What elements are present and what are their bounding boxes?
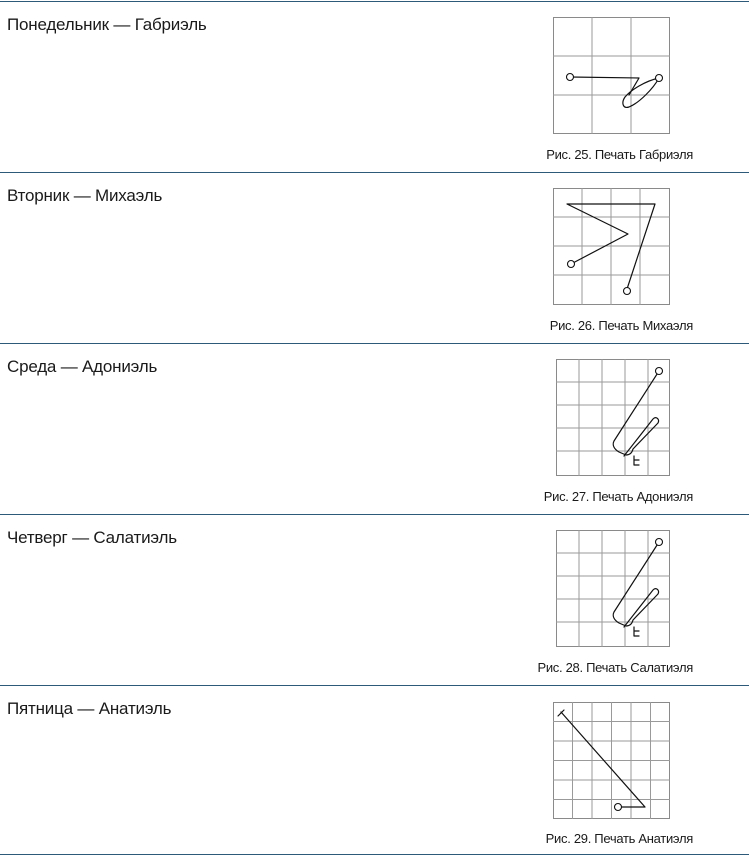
anatiel-seal-icon: [553, 702, 671, 820]
day-title: Понедельник — Габриэль: [7, 15, 207, 34]
gabriel-seal-icon: [553, 17, 671, 135]
figure-caption: Рис. 26. Печать Михаэля: [549, 318, 693, 333]
day-title: Пятница — Анатиэль: [7, 699, 172, 718]
day-section-monday: [0, 1, 749, 171]
day-title: Четверг — Салатиэль: [7, 528, 177, 547]
michael-seal-icon: [553, 188, 671, 306]
day-section-thursday: [0, 514, 749, 684]
day-title: Среда — Адониэль: [7, 357, 158, 376]
figure-caption: Рис. 28. Печать Салатиэля: [537, 660, 693, 675]
day-title: Вторник — Михаэль: [7, 186, 163, 205]
day-section-friday: [0, 685, 749, 855]
figure-caption: Рис. 27. Печать Адониэля: [543, 489, 693, 504]
day-section-wednesday: [0, 343, 749, 513]
day-section-tuesday: [0, 172, 749, 342]
adoniel-seal-icon: [556, 359, 671, 477]
figure-caption: Рис. 29. Печать Анатиэля: [545, 831, 693, 846]
salatiel-seal-icon: [556, 530, 671, 648]
figure-caption: Рис. 25. Печать Габриэля: [546, 147, 693, 162]
